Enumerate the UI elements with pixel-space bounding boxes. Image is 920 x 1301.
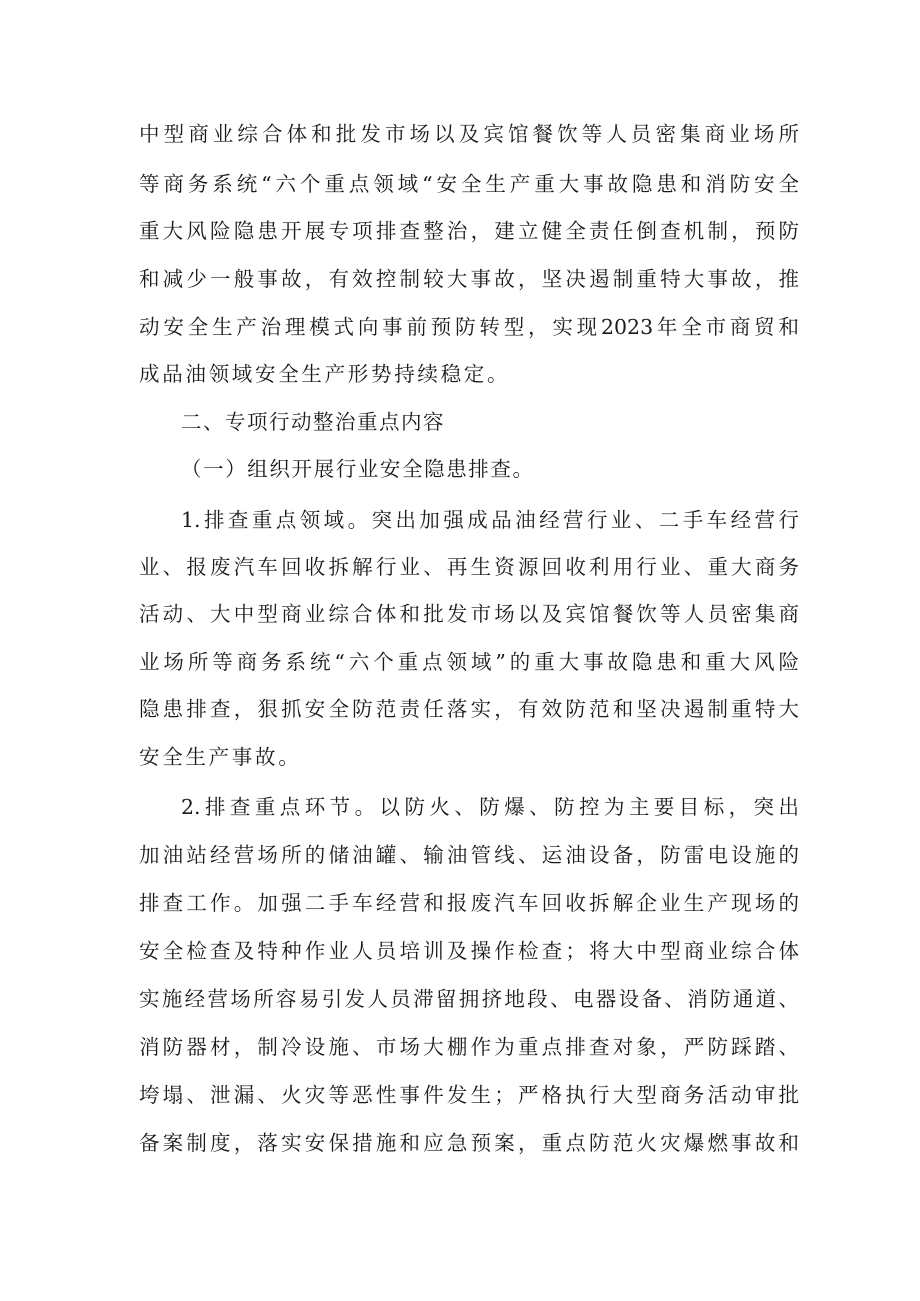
item-2-line-3: 排查工作。加强二手车经营和报废汽车回收拆解企业生产现场的 <box>139 891 799 915</box>
item-2-line-8: 备案制度，落实安保措施和应急预案，重点防范火灾爆燃事故和 <box>139 1131 799 1155</box>
item-1-line-1: 1.排查重点领域。突出加强成品油经营行业、二手车经营行 <box>181 508 799 532</box>
item-2-line-7: 垮塌、泄漏、火灾等恶性事件发生；严格执行大型商务活动审批 <box>139 1083 799 1107</box>
item-2-line-5: 实施经营场所容易引发人员滞留拥挤地段、电器设备、消防通道、 <box>139 987 799 1011</box>
subsection-heading: （一）组织开展行业安全隐患排查。 <box>181 457 535 481</box>
item-2-line-2: 加油站经营场所的储油罐、输油管线、运油设备，防雷电设施的 <box>139 843 799 867</box>
intro-line-3: 重大风险隐患开展专项排查整治，建立健全责任倒查机制，预防 <box>139 219 799 243</box>
intro-line-1: 中型商业综合体和批发市场以及宾馆餐饮等人员密集商业场所 <box>139 122 799 146</box>
intro-line-4: 和减少一般事故，有效控制较大事故，坚决遏制重特大事故，推 <box>139 267 799 291</box>
item-1-line-3: 活动、大中型商业综合体和批发市场以及宾馆餐饮等人员密集商 <box>139 602 799 626</box>
section-heading: 二、专项行动整治重点内容 <box>181 410 445 434</box>
item-1-line-6: 安全生产事故。 <box>139 745 302 769</box>
item-1-line-2: 业、报废汽车回收拆解行业、再生资源回收利用行业、重大商务 <box>139 555 799 579</box>
intro-line-6: 成品油领域安全生产形势持续稳定。 <box>139 362 511 386</box>
item-1-line-5: 隐患排查，狠抓安全防范责任落实，有效防范和坚决遏制重特大 <box>139 697 799 721</box>
intro-line-5: 动安全生产治理模式向事前预防转型，实现2023年全市商贸和 <box>139 315 799 339</box>
item-2-line-1: 2.排查重点环节。以防火、防爆、防控为主要目标，突出 <box>181 795 799 819</box>
intro-line-2: 等商务系统“六个重点领域“安全生产重大事故隐患和消防安全 <box>139 172 799 196</box>
item-1-line-4: 业场所等商务系统“六个重点领域”的重大事故隐患和重大风险 <box>139 650 799 674</box>
item-2-line-4: 安全检查及特种作业人员培训及操作检查；将大中型商业综合体 <box>139 939 799 963</box>
item-2-line-6: 消防器材，制冷设施、市场大棚作为重点排查对象，严防踩踏、 <box>139 1035 799 1059</box>
